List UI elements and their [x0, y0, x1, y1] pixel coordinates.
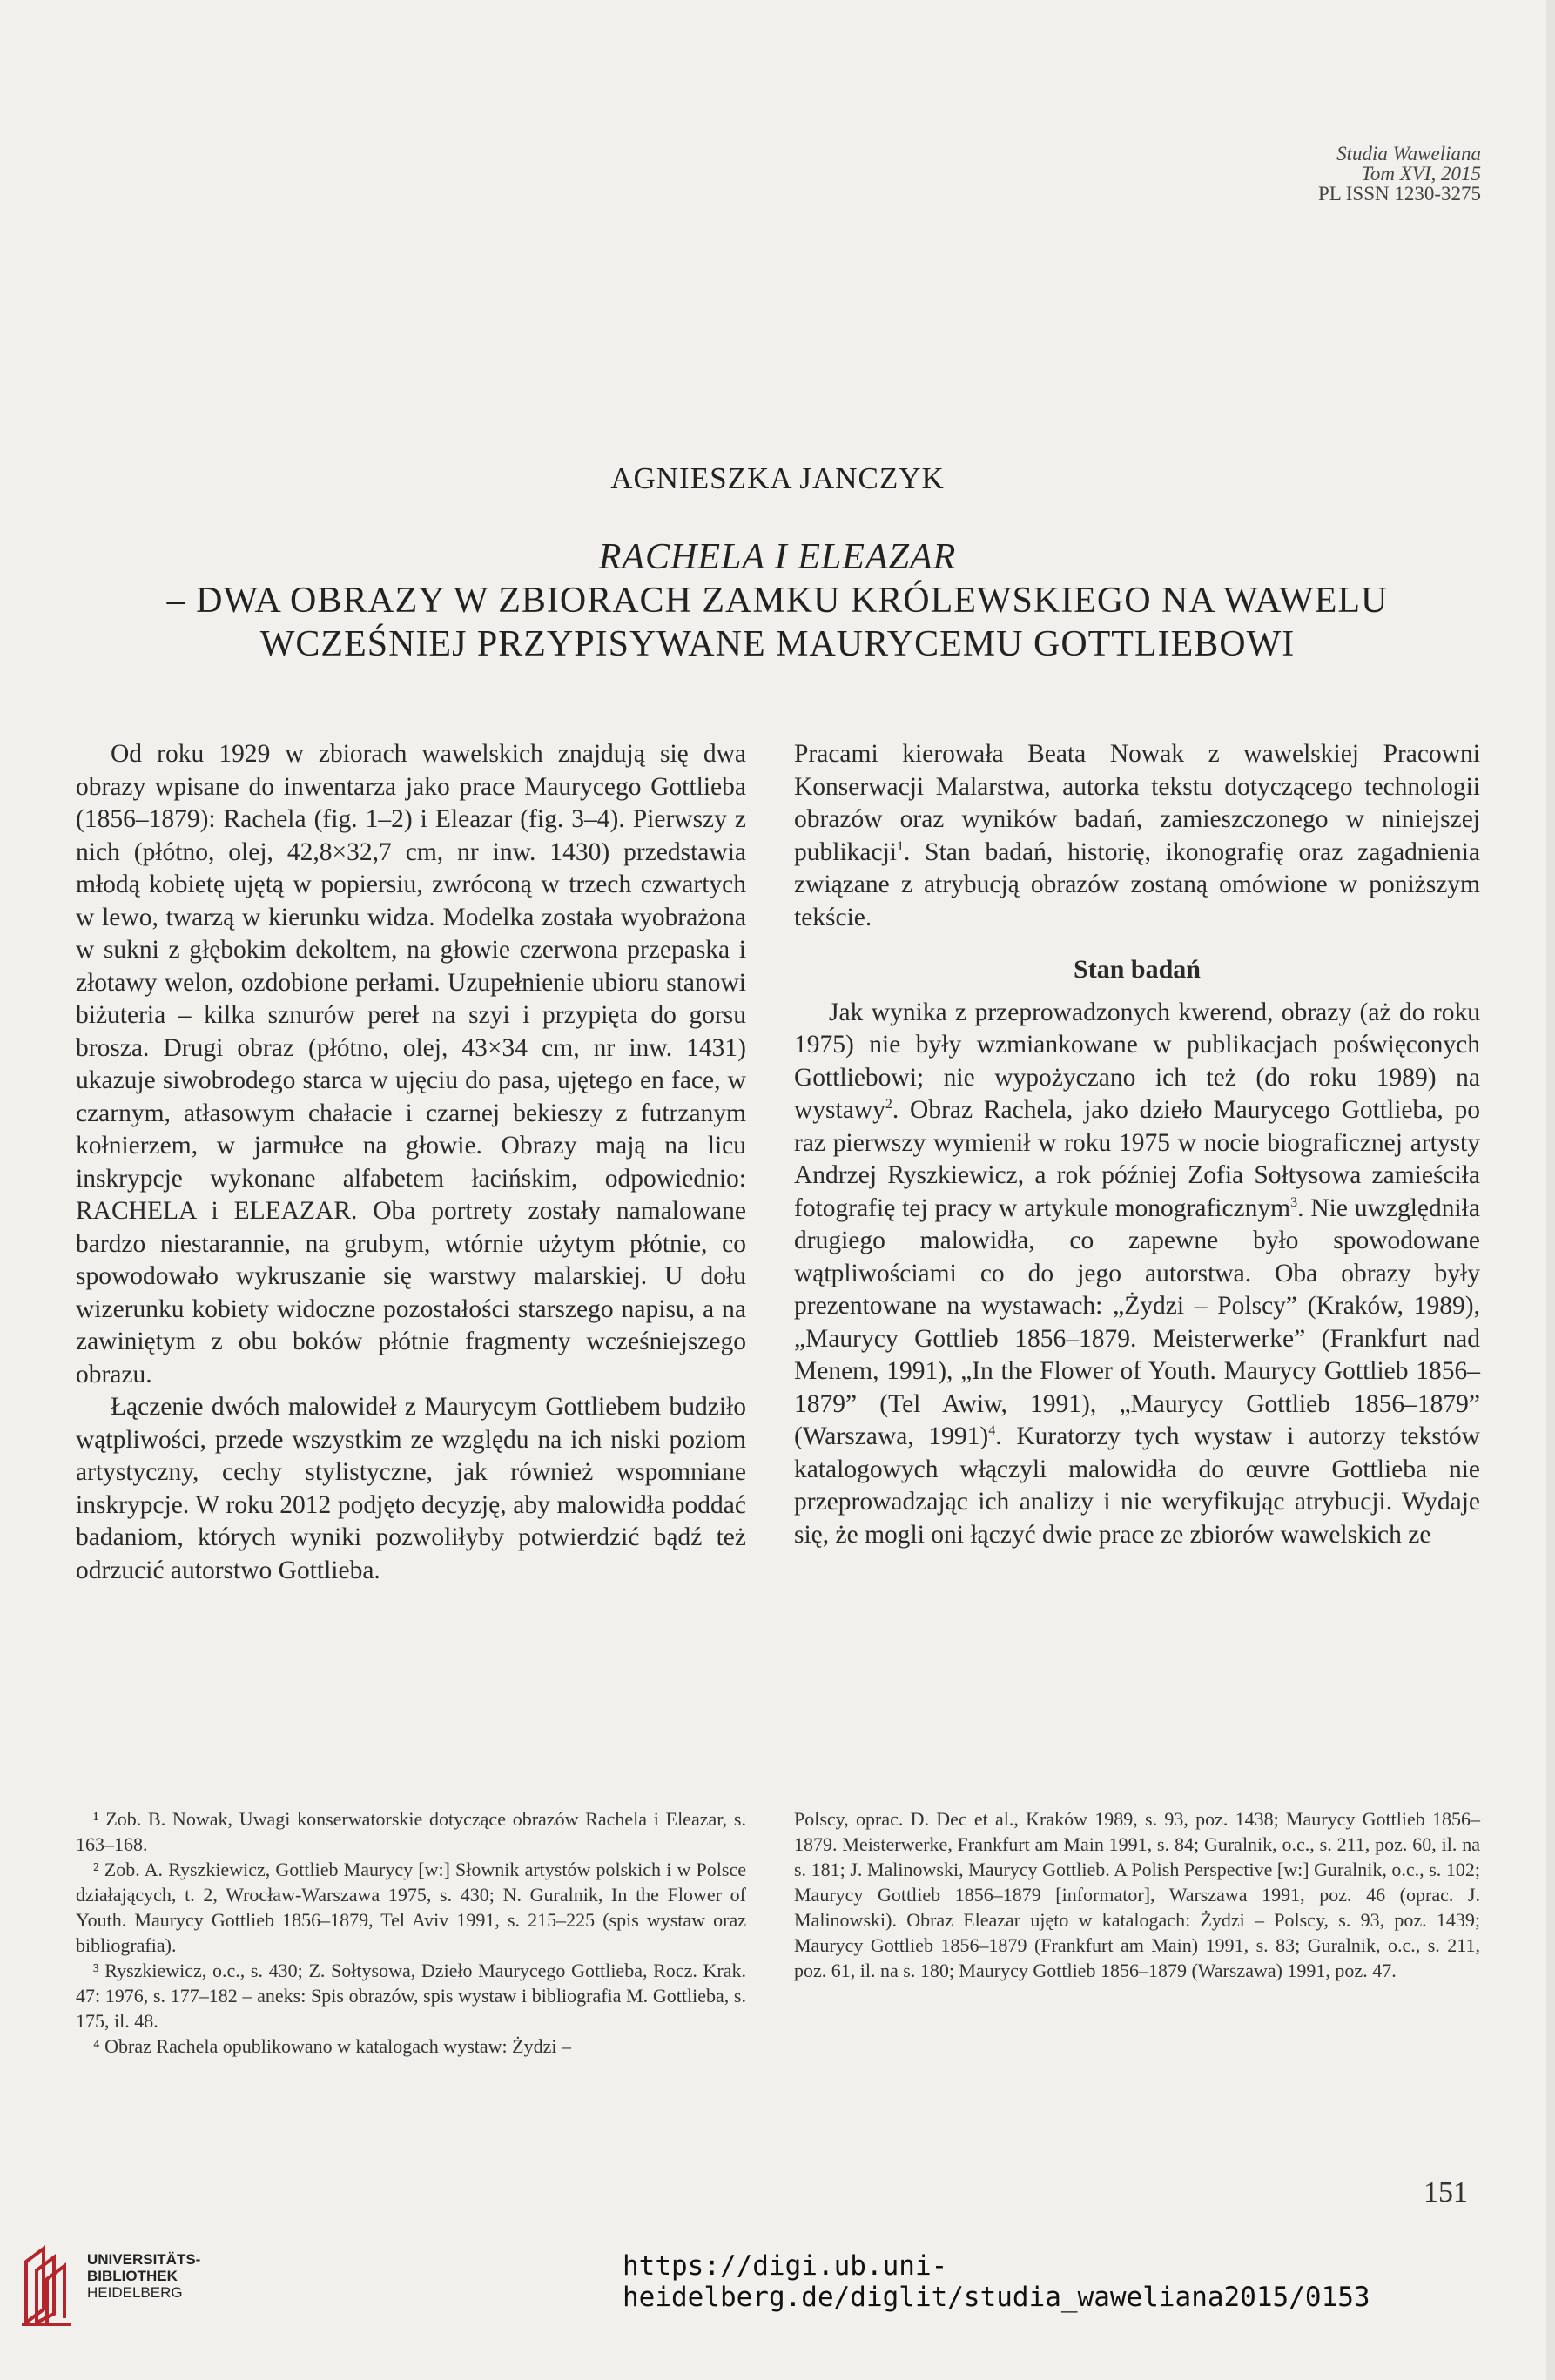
- title-line-2: – DWA OBRAZY W ZBIORACH ZAMKU KRÓLEWSKIEGO NA WAWELU: [166, 581, 1389, 621]
- title-line-3: WCZEŚNIEJ PRZYPISYWANE MAURYCEMU GOTTLIEBOWI: [259, 624, 1296, 664]
- body-paragraph-1: Od roku 1929 w zbiorach wawelskich znajdują się dwa obrazy wpisane do inwentarza jako prace Maurycego Gottlieba (1856–1879): Rachela (fig. 1–2) i Eleazar (fig. 3–4). Pierwszy z nich (płótno, olej, 42,8×32,7 cm, nr inw. 1430) przedstawia młodą kobietę ujętą w popiersiu, zwróconą w trzech czwartych w lewo, twarzą w kierunku widza. Modelka została wyobrażona w sukni z głębokim dekoltem, na głowie czerwona przepaska i złotawy welon, ozdobione perłami. Uzupełnienie ubioru stanowi biżuteria – kilka sznurów pereł na szyi i przypięta do gorsu brosza. Drugi obraz (płótno, olej, 43×34 cm, nr inw. 1431) ukazuje siwobrodego starca w ujęciu do pasa, ujętego en face, w czarnym, atłasowym chałacie i czarnej bekieszy z futrzanym kołnierzem, w jarmułce na głowie. Obrazy mają na licu inskrypcje wykonane alfabetem łacińskim, odpowiednio: RACHELA i ELEAZAR. Oba portrety zostały namalowane bardzo niestarannie, na grubym, wtórnie użytym płótnie, co spowodowało wykruszanie się warstwy malarskiej. U dołu wizerunku kobiety widoczne pozostałości starszego napisu, a na zawiniętym z obu boków płótnie fragmenty wcześniejszego obrazu.: [76, 740, 746, 1388]
- journal-volume: Tom XVI, 2015: [1361, 163, 1481, 185]
- journal-issn: PL ISSN 1230-3275: [1318, 183, 1481, 205]
- body-paragraph-4: [794, 997, 1480, 1552]
- body-column-left: [76, 738, 746, 1587]
- library-logo-icon: [17, 2240, 78, 2327]
- footnote-4-continued: Polscy, oprac. D. Dec et al., Kraków 1989, s. 93, poz. 1438; Maurycy Gottlieb 1856–1879. Meisterwerke, Frankfurt am Main 1991, s. 84; Guralnik, o.c., s. 211, poz. 60, il. na s. 181; J. Malinowski, Maurycy Gottlieb. A Polish Perspective [w:] Guralnik, o.c., s. 102; Maurycy Gottlieb 1856–1879 [informator], Warszawa 1991, poz. 46 (oprac. J. Malinowski). Obraz Eleazar ujęto w katalogach: Żydzi – Polscy, s. 93, poz. 1439; Maurycy Gottlieb 1856–1879 (Frankfurt am Main) 1991, s. 83; Guralnik, o.c., s. 211, poz. 61, il. na s. 180; Maurycy Gottlieb 1856–1879 (Warszawa) 1991, poz. 47.: [794, 1808, 1480, 1981]
- footnotes-left: [76, 1806, 746, 2059]
- title-line-1: RACHELA I ELEAZAR: [598, 537, 957, 577]
- footnote-ref-2[interactable]: 2: [885, 1097, 892, 1113]
- journal-header: [1318, 144, 1481, 204]
- paragraph-3-text-b: . Stan badań, historię, ikonografię oraz zagadnienia związane z atrybucją obrazów zostaną omówione w poniższym tekście.: [794, 837, 1480, 931]
- footnote-ref-4[interactable]: 4: [988, 1423, 996, 1439]
- body-column-right: [794, 738, 1480, 1551]
- article-author: AGNIESZKA JANCZYK: [610, 461, 945, 495]
- paragraph-4-text-b: . Obraz Rachela, jako dzieło Maurycego Gottlieba, po raz pierwszy wymienił w roku 1975 w nocie biograficznej artysty Andrzej Ryszkiewicz, a rok później Zofia Sołtysowa zamieściła fotografię tej pracy w artykule monograficznym: [794, 1096, 1480, 1222]
- body-paragraph-2: Łączenie dwóch malowideł z Maurycym Gottliebem budziło wątpliwości, przede wszystkim ze względu na ich niski poziom artystyczny, cechy stylistyczne, jak również wspomniane inskrypcje. W roku 2012 podjęto decyzję, aby malowidła poddać badaniom, których wyniki pozwoliłyby potwierdzić bądź też odrzucić autorstwo Gottlieba.: [76, 1393, 746, 1584]
- paragraph-4-text-d: . Kuratorzy tych wystaw i autorzy tekstów katalogowych włączyli malowidła do œuvre Gottlieba nie przeprowadzając ich analizy i nie weryfikując atrybucji. Wydaje się, że mogli oni łączyć dwie prace ze zbiorów wawelskich ze: [794, 1422, 1480, 1549]
- body-paragraph-3: [794, 738, 1480, 934]
- page-edge: [1546, 0, 1555, 2380]
- footnote-1: ¹ Zob. B. Nowak, Uwagi konserwatorskie dotyczące obrazów Rachela i Eleazar, s. 163–168.: [76, 1808, 746, 1855]
- footnote-ref-3[interactable]: 3: [1290, 1194, 1298, 1210]
- source-url-link[interactable]: https://digi.ub.uni-heidelberg.de/diglit/studia_waweliana2015/0153: [623, 2250, 1370, 2313]
- footnote-3: ³ Ryszkiewicz, o.c., s. 430; Z. Sołtysowa, Dzieło Maurycego Gottlieba, Rocz. Krak. 47: 1976, s. 177–182 – aneks: Spis obrazów, spis wystaw i bibliografia M. Gottlieba, s. 175, il. 48.: [76, 1960, 746, 2032]
- logo-line-1: UNIVERSITÄTS-: [87, 2251, 201, 2268]
- page-number: 151: [1424, 2176, 1468, 2209]
- logo-line-2: BIBLIOTHEK: [87, 2268, 178, 2284]
- library-logo[interactable]: [17, 2235, 218, 2331]
- paragraph-4-text-c: . Nie uwzględniła drugiego malowidła, co zapewne było spowodowane wątpliwościami co do jego autorstwa. Oba obrazy były prezentowane na wystawach: „Żydzi – Polscy” (Kraków, 1989), „Maurycy Gottlieb 1856–1879. Meisterwerke” (Frankfurt nad Menem, 1991), „In the Flower of Youth. Maurycy Gottlieb 1856–1879” (Tel Awiw, 1991), „Maurycy Gottlieb 1856–1879” (Warszawa, 1991): [794, 1193, 1480, 1450]
- footnotes-right: [794, 1806, 1480, 1983]
- section-heading: Stan badań: [1074, 955, 1201, 984]
- footnote-ref-1[interactable]: 1: [896, 838, 904, 854]
- library-logo-text: [87, 2251, 200, 2301]
- article-title: [52, 535, 1503, 666]
- paragraph-3-text-a: Pracami kierowała Beata Nowak z wawelskiej Pracowni Konserwacji Malarstwa, autorka tekstu dotyczącego technologii obrazów oraz wyników badań, zamieszczonego w niniejszej publikacji: [794, 740, 1480, 866]
- footnote-2: ² Zob. A. Ryszkiewicz, Gottlieb Maurycy [w:] Słownik artystów polskich i w Polsce działających, t. 2, Wrocław-Warszawa 1975, s. 430; N. Guralnik, In the Flower of Youth. Maurycy Gottlieb 1856–1879, Tel Aviv 1991, s. 215–225 (spis wystaw oraz bibliografia).: [76, 1859, 746, 1956]
- paragraph-4-text-a: Jak wynika z przeprowadzonych kwerend, obrazy (aż do roku 1975) nie były wzmiankowane w publikacjach poświęconych Gottliebowi; nie wypożyczano ich też (do roku 1989) na wystawy: [794, 998, 1480, 1124]
- logo-line-3: HEIDELBERG: [87, 2284, 183, 2301]
- footnote-4: ⁴ Obraz Rachela opublikowano w katalogach wystaw: Żydzi –: [93, 2035, 571, 2057]
- journal-name: Studia Waweliana: [1336, 143, 1481, 165]
